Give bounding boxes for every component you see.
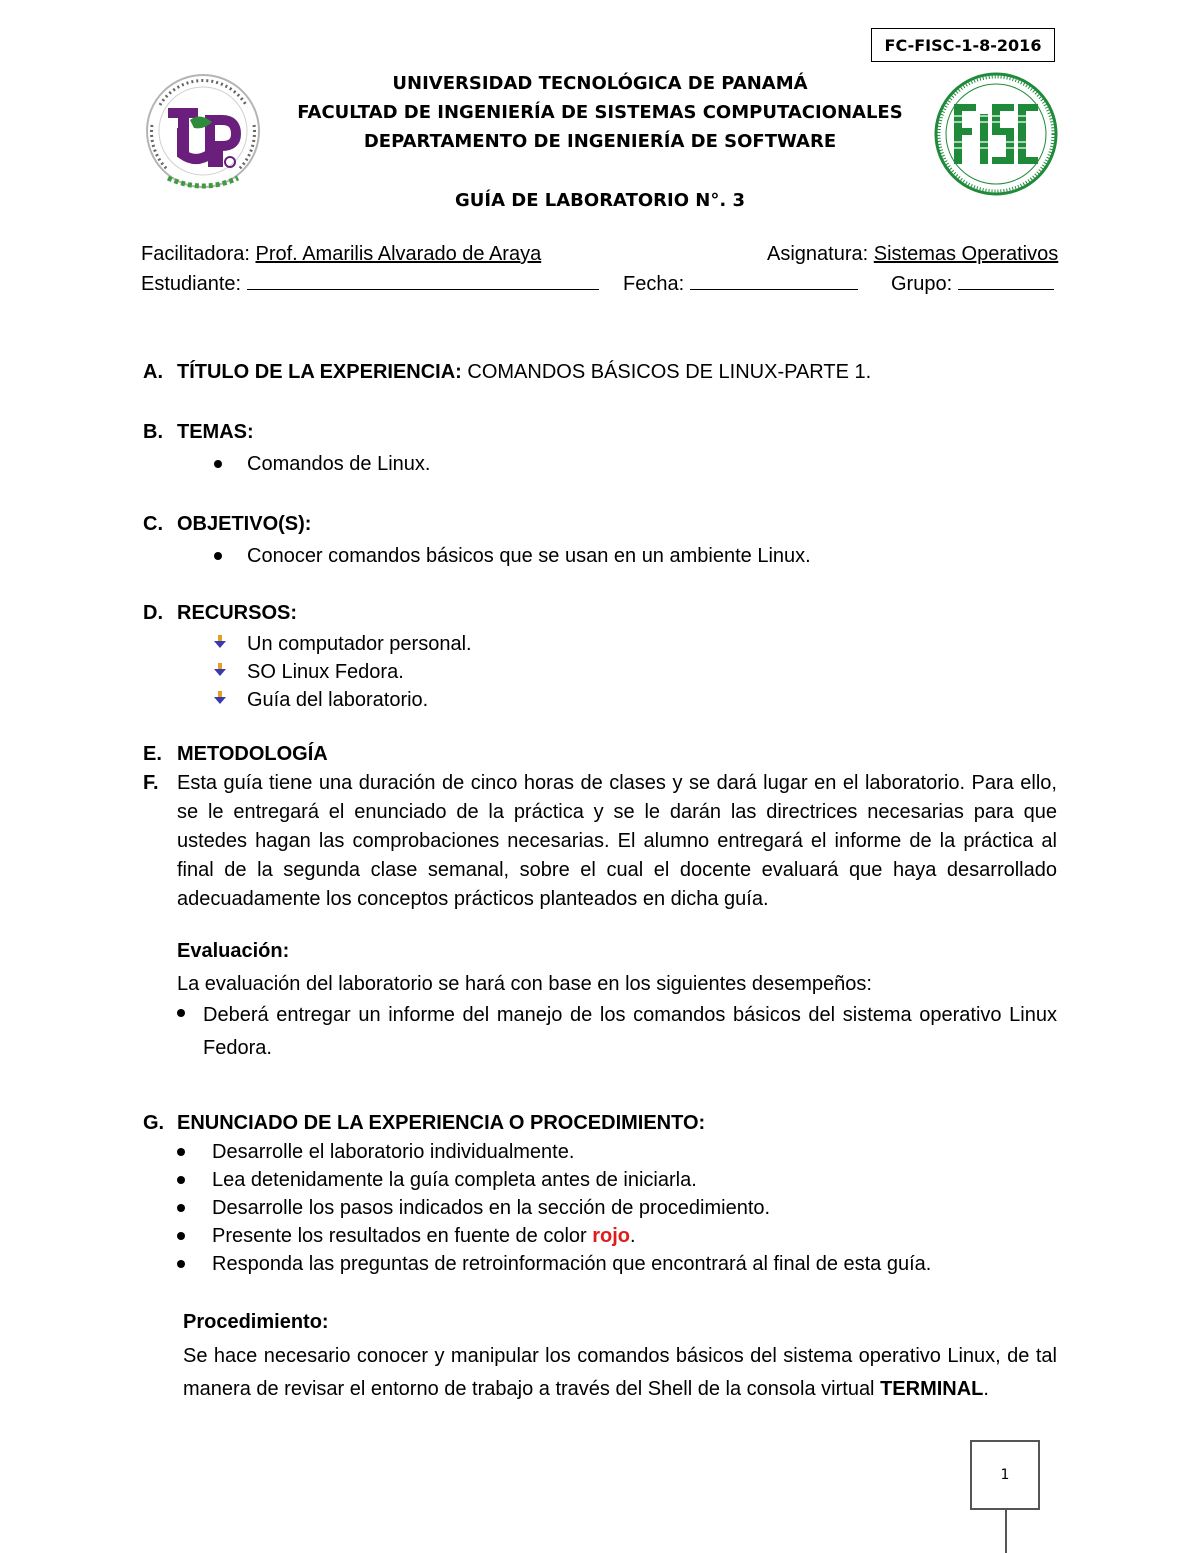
bullet-icon <box>214 552 222 560</box>
list-item: Desarrolle el laboratorio individualmente. <box>212 1141 575 1163</box>
list-item: SO Linux Fedora. <box>247 661 404 683</box>
bullet-icon <box>214 460 222 468</box>
section-e <box>143 740 328 768</box>
estudiante-label: Estudiante: <box>141 273 242 295</box>
asignatura-label: Asignatura: <box>767 243 869 265</box>
bullet-icon <box>177 1204 185 1212</box>
procedimiento-heading: Procedimiento: <box>183 1311 329 1333</box>
section-e-heading: METODOLOGÍA <box>177 743 328 765</box>
page-number-stem <box>1005 1510 1007 1553</box>
procedimiento-text <box>183 1340 1057 1406</box>
section-b <box>143 418 254 446</box>
list-item: Lea detenidamente la guía completa antes de iniciarla. <box>212 1169 697 1191</box>
section-c-letter: C. <box>143 513 163 535</box>
page-number: 1 <box>970 1440 1040 1510</box>
university-name: UNIVERSIDAD TECNOLÓGICA DE PANAMÁ <box>392 73 808 94</box>
section-a-heading: TÍTULO DE LA EXPERIENCIA: <box>177 361 462 383</box>
evaluacion-intro: La evaluación del laboratorio se hará con base en los siguientes desempeños: <box>177 973 872 995</box>
fecha-blank <box>690 269 858 290</box>
section-f-letter: F. <box>143 772 159 794</box>
list-item <box>212 1222 636 1250</box>
section-a-text: COMANDOS BÁSICOS DE LINUX-PARTE 1. <box>461 361 872 383</box>
estudiante-blank <box>247 269 599 290</box>
bullet-icon <box>177 1176 185 1184</box>
terminal-word: TERMINAL <box>880 1378 984 1400</box>
section-g-letter: G. <box>143 1112 165 1134</box>
section-d-letter: D. <box>143 602 163 624</box>
arrow-down-bullet-icon <box>212 690 228 706</box>
asignatura-value: Sistemas Operativos <box>873 243 1059 265</box>
arrow-down-bullet-icon <box>212 634 228 650</box>
facilitadora-field <box>141 240 541 268</box>
list-item: Responda las preguntas de retroinformación que encontrará al final de esta guía. <box>212 1253 932 1275</box>
section-d <box>143 599 297 627</box>
item4-text: Presente los resultados en fuente de color <box>212 1225 593 1247</box>
procedimiento-text-end: . <box>983 1378 989 1400</box>
bullet-icon <box>177 1148 185 1156</box>
section-a-letter: A. <box>143 361 163 383</box>
section-c-heading: OBJETIVO(S): <box>177 513 312 535</box>
facilitadora-label: Facilitadora: <box>141 243 250 265</box>
section-g-heading: ENUNCIADO DE LA EXPERIENCIA O PROCEDIMIENTO: <box>177 1112 706 1134</box>
section-d-heading: RECURSOS: <box>177 602 298 624</box>
evaluacion-item: Deberá entregar un informe del manejo de los comandos básicos del sistema operativo Linux Fedora. <box>203 1004 1057 1059</box>
red-word: rojo <box>592 1225 631 1247</box>
faculty-name: FACULTAD DE INGENIERÍA DE SISTEMAS COMPUTACIONALES <box>297 102 903 123</box>
section-g <box>143 1109 705 1137</box>
guide-title: GUÍA DE LABORATORIO N°. 3 <box>454 190 745 211</box>
list-item: Un computador personal. <box>247 633 472 655</box>
section-e-letter: E. <box>143 743 162 765</box>
document-code: FC-FISC-1-8-2016 <box>871 28 1055 62</box>
facilitadora-value: Prof. Amarilis Alvarado de Araya <box>255 243 542 265</box>
grupo-blank <box>958 269 1054 290</box>
bullet-icon <box>177 1009 185 1017</box>
fecha-field <box>623 269 858 298</box>
grupo-label: Grupo: <box>891 273 953 295</box>
list-item: Guía del laboratorio. <box>247 689 429 711</box>
section-c <box>143 510 311 538</box>
section-b-heading: TEMAS: <box>177 421 254 443</box>
section-a <box>143 358 871 386</box>
section-b-letter: B. <box>143 421 163 443</box>
asignatura-field <box>767 240 1058 268</box>
bullet-icon <box>177 1232 185 1240</box>
arrow-down-bullet-icon <box>212 662 228 678</box>
department-name: DEPARTAMENTO DE INGENIERÍA DE SOFTWARE <box>363 131 837 152</box>
evaluacion-heading: Evaluación: <box>177 940 290 962</box>
estudiante-field <box>141 269 599 298</box>
list-item: Comandos de Linux. <box>247 453 431 475</box>
item4-period: . <box>630 1225 636 1247</box>
fecha-label: Fecha: <box>623 273 685 295</box>
section-f-text: Esta guía tiene una duración de cinco horas de clases y se dará lugar en el laboratorio. Para ello, se le entregará el enunciado de la práctica y se le darán las directrices necesarias para que ustedes hagan las comprobaciones necesarias. El alumno entregará el informe de la práctica al final de la segunda clase semanal, sobre el cual el docente evaluará que haya desarrollado adecuadamente los conceptos prácticos planteados en dicha guía. <box>177 772 1057 910</box>
procedimiento-text-main: Se hace necesario conocer y manipular los comandos básicos del sistema operativo Linux, de tal manera de revisar el entorno de trabajo a través del Shell de la consola virtual <box>183 1345 1057 1400</box>
bullet-icon <box>177 1260 185 1268</box>
list-item: Desarrolle los pasos indicados en la sección de procedimiento. <box>212 1197 771 1219</box>
grupo-field <box>891 269 1054 298</box>
list-item: Conocer comandos básicos que se usan en un ambiente Linux. <box>247 545 811 567</box>
